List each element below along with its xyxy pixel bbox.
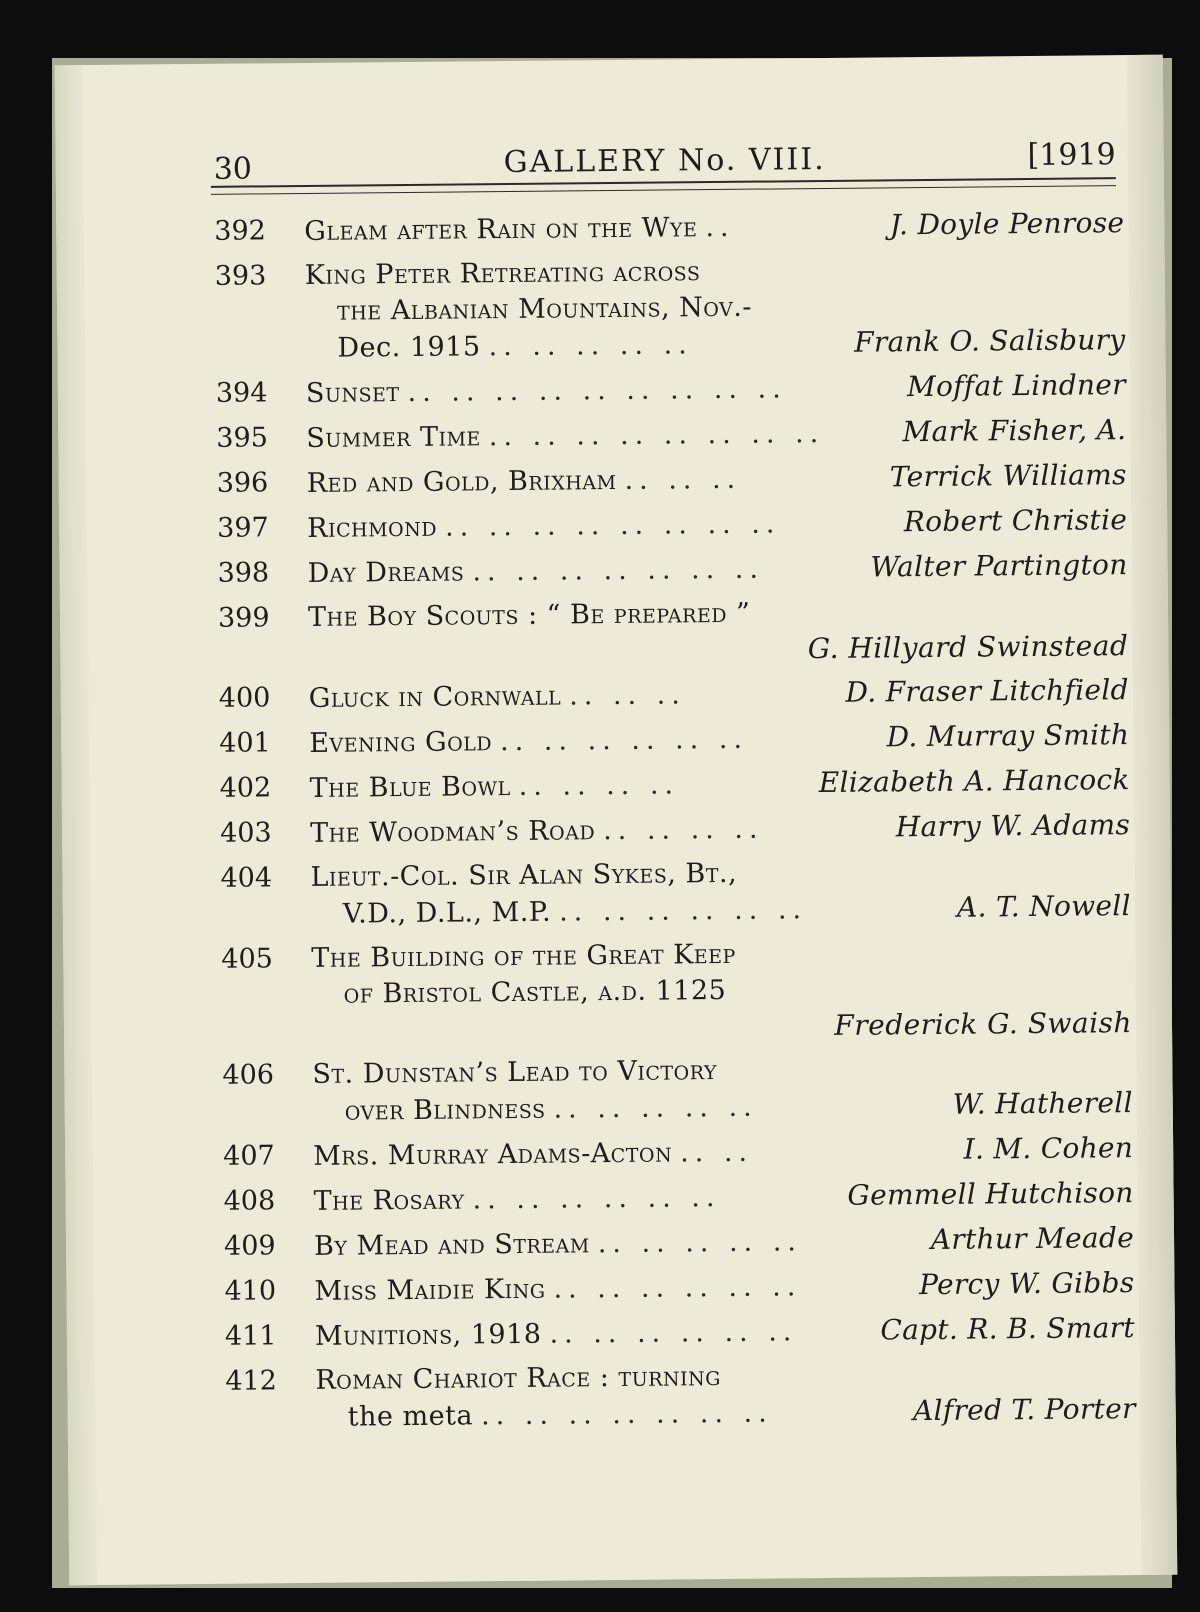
entry-artist: Robert Christie xyxy=(903,503,1128,539)
catalogue-entry xyxy=(223,1175,1133,1221)
entry-title: The Building of the Great Keep xyxy=(311,938,736,974)
entry-title-cont: Dec. 1915 xyxy=(337,331,481,364)
catalogue-entry xyxy=(224,1220,1134,1266)
entry-number: 405 xyxy=(221,943,274,975)
entry-title: Red and Gold, Brixham xyxy=(306,464,617,499)
catalogue-entry xyxy=(217,502,1127,548)
running-title: GALLERY No. VIII. xyxy=(503,141,826,181)
entry-artist: Moffat Lindner xyxy=(906,368,1127,404)
entry-title: Richmond xyxy=(307,511,438,544)
leader-dots: .. .. .. .. .. .. .. xyxy=(480,1397,773,1432)
leader-dots: .. .. .. .. .. xyxy=(597,1226,803,1260)
entry-number: 403 xyxy=(219,817,272,849)
entry-number: 412 xyxy=(225,1365,278,1397)
entry-artist: D. Fraser Litchfield xyxy=(845,673,1129,709)
entry-title: By Mead and Stream xyxy=(313,1228,590,1262)
entry-number: 401 xyxy=(219,727,271,759)
leader-dots: .. .. .. .. .. .. .. .. xyxy=(488,417,825,453)
catalogue-entry xyxy=(223,1130,1133,1176)
entry-artist: G. Hillyard Swinstead xyxy=(807,629,1129,666)
leader-dots: .. .. xyxy=(679,1136,754,1169)
leader-dots: .. xyxy=(705,211,735,244)
catalogue-entry xyxy=(225,1310,1135,1356)
catalogue-entry xyxy=(224,1265,1134,1311)
entry-title: Mrs. Murray Adams-Acton xyxy=(313,1137,673,1172)
entry-artist: D. Murray Smith xyxy=(886,718,1130,754)
entry-title: Summer Time xyxy=(306,421,481,454)
leader-dots: .. .. .. .. .. .. .. .. xyxy=(444,508,781,543)
entry-artist: Arthur Meade xyxy=(930,1221,1135,1256)
entry-artist: I. M. Cohen xyxy=(963,1131,1134,1166)
leader-dots: .. .. .. .. .. .. xyxy=(553,1271,802,1305)
year-label: [1919 xyxy=(1027,137,1116,174)
entry-title-cont: over Blindness xyxy=(344,1093,546,1127)
entry-title: Sunset xyxy=(305,377,400,409)
entry-number: 398 xyxy=(217,557,270,589)
entry-number: 410 xyxy=(224,1275,277,1307)
catalogue-entry xyxy=(214,205,1124,251)
leader-dots: .. .. .. .. .. .. .. xyxy=(472,553,765,588)
catalogue-entry xyxy=(219,717,1129,763)
entry-artist: Walter Partington xyxy=(870,548,1128,584)
leader-dots: .. .. .. .. .. .. xyxy=(558,894,808,928)
catalogue-entry xyxy=(217,547,1127,593)
entry-artist: Terrick Williams xyxy=(889,458,1127,494)
entry-artist: Frank O. Salisbury xyxy=(854,323,1126,359)
catalogue-entry xyxy=(218,592,1129,673)
entry-artist: Gemmell Hutchison xyxy=(847,1176,1134,1212)
entry-artist: Mark Fisher, A. xyxy=(902,413,1127,449)
entry-title: Roman Chariot Race : turning xyxy=(315,1361,722,1396)
entry-title-cont: of Bristol Castle, a.d. 1125 xyxy=(343,974,727,1010)
entry-number: 393 xyxy=(214,260,267,292)
leader-dots: .. .. .. .. .. .. .. .. .. xyxy=(407,373,787,408)
entry-artist: Elizabeth A. Hancock xyxy=(818,763,1130,800)
entry-number: 395 xyxy=(216,422,269,454)
entry-number: 409 xyxy=(223,1230,276,1262)
entry-title: Day Dreams xyxy=(307,556,465,589)
entry-title: Evening Gold xyxy=(309,726,493,759)
entry-artist: A. T. Nowell xyxy=(956,889,1132,924)
catalogue-entry xyxy=(220,807,1130,853)
entry-artist: Harry W. Adams xyxy=(895,808,1131,844)
leader-dots: .. .. .. .. .. .. xyxy=(472,1182,721,1216)
entry-title: Gleam after Rain on the Wye xyxy=(304,212,698,247)
leader-dots: .. .. .. .. .. .. xyxy=(549,1316,798,1350)
book-page xyxy=(55,55,1178,1586)
leader-dots: .. .. .. .. .. xyxy=(488,329,693,363)
entry-number: 400 xyxy=(218,682,271,714)
catalogue-entry xyxy=(222,1049,1133,1131)
entry-number: 399 xyxy=(217,602,270,634)
catalogue-entry xyxy=(219,672,1129,718)
entry-title: King Peter Retreating across xyxy=(304,256,701,291)
entry-number: 404 xyxy=(220,862,273,894)
entry-title: The Boy Scouts : “ Be prepared ” xyxy=(307,597,751,633)
catalogue-entry xyxy=(225,1355,1136,1437)
entry-artist: Alfred T. Porter xyxy=(912,1392,1136,1428)
catalogue-entry xyxy=(217,457,1127,503)
catalogue-entry xyxy=(215,250,1126,368)
page-number: 30 xyxy=(213,151,253,187)
entry-number: 408 xyxy=(223,1185,276,1217)
entry-title: St. Dunstan’s Lead to Victory xyxy=(312,1055,718,1090)
entry-title: Lieut.-Col. Sir Alan Sykes, Bt., xyxy=(310,857,738,893)
entry-artist: Capt. R. B. Smart xyxy=(880,1311,1136,1347)
leader-dots: .. .. .. xyxy=(624,463,742,496)
entry-title: The Woodman’s Road xyxy=(309,815,596,849)
entry-title: The Blue Bowl xyxy=(309,771,511,804)
catalogue-entry xyxy=(220,852,1131,934)
leader-dots: .. .. .. xyxy=(569,679,687,712)
catalogue-entry xyxy=(220,762,1130,808)
entry-artist: W. Hatherell xyxy=(952,1086,1133,1121)
catalogue-entry xyxy=(216,412,1126,458)
catalogue-list xyxy=(214,205,1136,1445)
entry-number: 394 xyxy=(215,377,268,409)
entry-title-cont: the Albanian Mountains, Nov.- xyxy=(336,291,753,327)
leader-dots: .. .. .. .. .. .. xyxy=(499,723,749,758)
entry-number: 407 xyxy=(223,1140,275,1172)
entry-title: Gluck in Cornwall xyxy=(308,680,562,714)
leader-dots: .. .. .. .. .. xyxy=(553,1091,758,1125)
entry-artist: Frederick G. Swaish xyxy=(834,1006,1133,1042)
leader-dots: .. .. .. .. xyxy=(518,769,680,802)
entry-title: The Rosary xyxy=(313,1184,465,1217)
entry-number: 396 xyxy=(216,467,269,499)
entry-number: 411 xyxy=(224,1320,277,1352)
entry-title-cont: the meta xyxy=(347,1400,474,1433)
entry-number: 406 xyxy=(222,1059,275,1091)
entry-artist: Percy W. Gibbs xyxy=(918,1266,1135,1302)
entry-number: 392 xyxy=(214,215,267,247)
entry-number: 397 xyxy=(217,512,269,544)
catalogue-entry xyxy=(221,933,1132,1050)
catalogue-entry xyxy=(216,367,1126,413)
entry-title: Miss Maidie King xyxy=(314,1273,546,1307)
leader-dots: .. .. .. .. xyxy=(602,813,764,847)
entry-artist: J. Doyle Penrose xyxy=(889,206,1125,242)
entry-title: Munitions, 1918 xyxy=(314,1318,542,1352)
entry-number: 402 xyxy=(219,772,272,804)
entry-title-cont: V.D., D.L., M.P. xyxy=(342,896,552,930)
